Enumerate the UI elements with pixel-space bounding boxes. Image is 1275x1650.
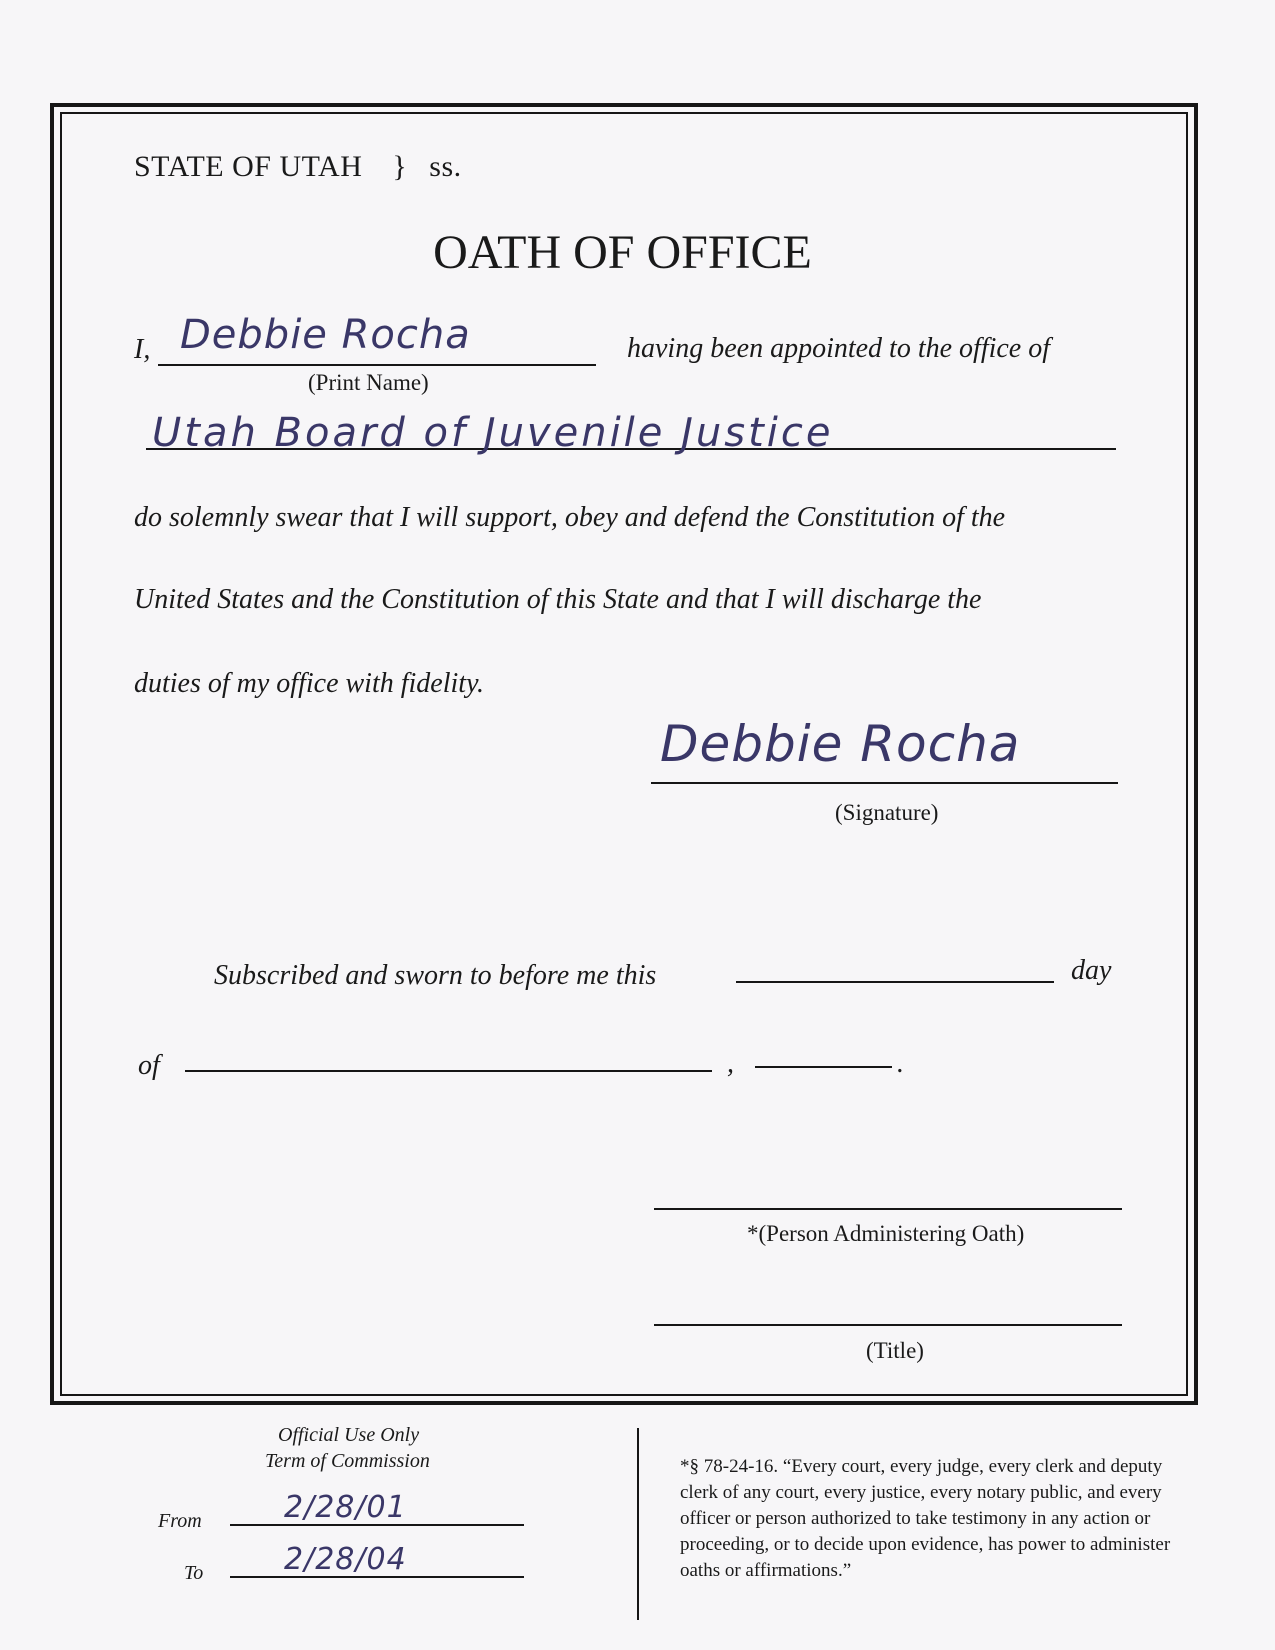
comma: , [727,1048,734,1079]
state-name: STATE OF UTAH [134,150,363,183]
footer-divider [637,1428,639,1620]
statute-footnote: *§ 78-24-16. “Every court, every judge, every clerk and deputy clerk of any court, every justice, every notary public, and every officer or person authorized to take testimony in any action or proceeding, or to decide upon evidence, has power to administer oaths or affirmations.” [680,1456,1171,1581]
state-bracket: } [392,150,408,183]
state-ss: ss. [429,150,462,183]
signature-line [651,782,1118,784]
day-line [736,981,1054,983]
administrator-line [654,1208,1122,1210]
print-name-value: Debbie Rocha [180,312,471,358]
print-name-caption: (Print Name) [308,370,429,395]
oath-line-1: do solemnly swear that I will support, obey and defend the Constitution of the [134,502,1006,533]
term-heading: Term of Commission [265,1450,430,1472]
official-use-heading: Official Use Only [278,1424,420,1446]
day-label: day [1071,955,1112,986]
to-value: 2/28/04 [284,1542,407,1577]
document-title: OATH OF OFFICE [433,226,812,279]
of-label: of [138,1050,160,1081]
office-value: Utah Board of Juvenile Justice [152,410,834,456]
to-label: To [184,1562,204,1584]
state-heading [134,150,462,184]
signature-value: Debbie Rocha [660,715,1021,773]
title-caption: (Title) [866,1338,924,1363]
oath-line-3: duties of my office with fidelity. [134,668,484,699]
period: . [897,1048,904,1079]
administrator-caption: *(Person Administering Oath) [747,1221,1025,1246]
oath-line-2: United States and the Constitution of this State and that I will discharge the [134,584,982,615]
title-line [654,1324,1122,1326]
signature-caption: (Signature) [835,800,939,825]
year-line [755,1066,892,1068]
month-line [185,1070,712,1072]
oath-pronoun: I, [134,334,151,365]
from-label: From [158,1510,202,1532]
print-name-line [158,364,596,366]
sworn-text: Subscribed and sworn to before me this [214,960,657,991]
appointed-text: having been appointed to the office of [627,333,1051,364]
from-value: 2/28/01 [284,1490,407,1525]
